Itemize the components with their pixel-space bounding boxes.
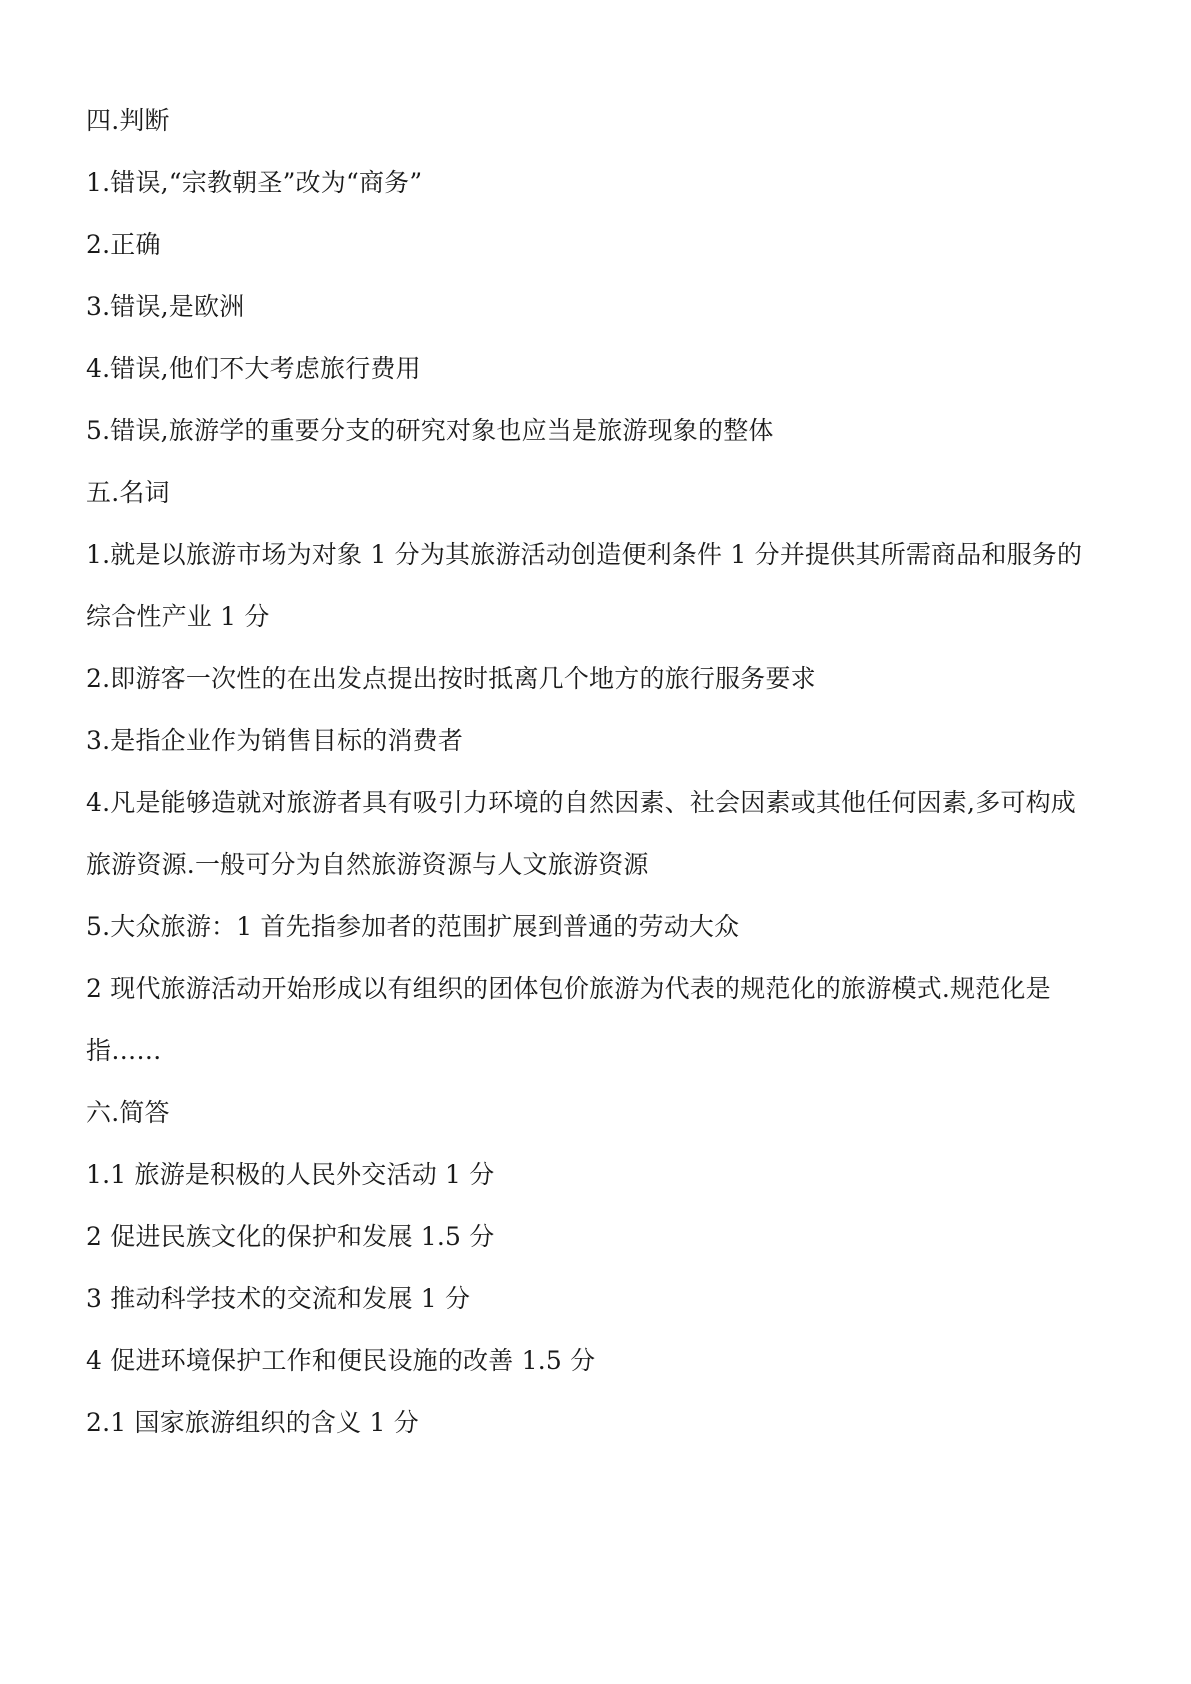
answer-line: 指…… bbox=[86, 1036, 162, 1065]
section-heading-judgment: 四.判断 bbox=[86, 106, 170, 135]
answer-line: 2.正确 bbox=[86, 230, 161, 259]
answer-line: 旅游资源.一般可分为自然旅游资源与人文旅游资源 bbox=[86, 850, 649, 879]
answer-line: 综合性产业 1 分 bbox=[86, 602, 270, 631]
answer-line: 3.是指企业作为销售目标的消费者 bbox=[86, 726, 464, 755]
answer-line: 1.就是以旅游市场为对象 1 分为其旅游活动创造便利条件 1 分并提供其所需商品和服务的 bbox=[86, 540, 1083, 569]
answer-line: 1.错误,“宗教朝圣”改为“商务” bbox=[86, 168, 423, 197]
answer-line: 1.1 旅游是积极的人民外交活动 1 分 bbox=[86, 1160, 495, 1189]
answer-line: 4.凡是能够造就对旅游者具有吸引力环境的自然因素、社会因素或其他任何因素,多可构成 bbox=[86, 788, 1077, 817]
document-body bbox=[86, 90, 1116, 1454]
answer-line: 2.即游客一次性的在出发点提出按时抵离几个地方的旅行服务要求 bbox=[86, 664, 816, 693]
answer-line: 3.错误,是欧洲 bbox=[86, 292, 245, 321]
answer-line: 2.1 国家旅游组织的含义 1 分 bbox=[86, 1408, 419, 1437]
answer-line: 2 促进民族文化的保护和发展 1.5 分 bbox=[86, 1222, 495, 1251]
answer-line: 5.大众旅游：1 首先指参加者的范围扩展到普通的劳动大众 bbox=[86, 912, 740, 941]
answer-line: 4.错误,他们不大考虑旅行费用 bbox=[86, 354, 421, 383]
answer-line: 4 促进环境保护工作和便民设施的改善 1.5 分 bbox=[86, 1346, 596, 1375]
answer-line: 3 推动科学技术的交流和发展 1 分 bbox=[86, 1284, 471, 1313]
section-heading-terms: 五.名词 bbox=[86, 478, 170, 507]
answer-line: 2 现代旅游活动开始形成以有组织的团体包价旅游为代表的规范化的旅游模式.规范化是 bbox=[86, 974, 1051, 1003]
answer-line: 5.错误,旅游学的重要分支的研究对象也应当是旅游现象的整体 bbox=[86, 416, 774, 445]
section-heading-short-answer: 六.简答 bbox=[86, 1098, 170, 1127]
